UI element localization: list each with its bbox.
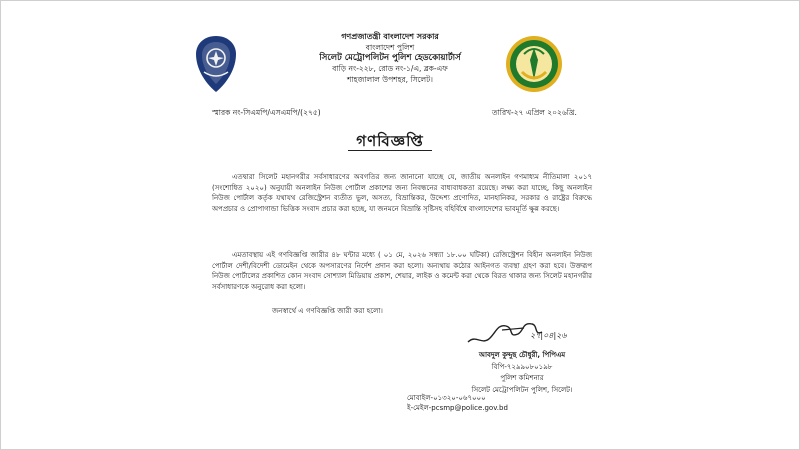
contact-mobile: মোবাইল-০১৩২০-০৬৭০০০ — [407, 394, 486, 402]
notice-paragraph-1: এতদ্বারা সিলেট মহানগরীর সর্বসাধারণের অবগতির জন্য জানানো যাচ্ছে যে, জাতীয় অনলাইন গণমাধ্যম নীতিমালা ২০১৭ (সংশোধিত ২০২০) অনুযায়ী অনলাইন নিউজ পোর্টাল প্রকাশের জন্য নিবন্ধনের বাধ্যবাধকতা রয়েছে। লক্ষ্য করা যাচ্ছে, কিছু অনলাইন নিউজ পোর্টাল কর্তৃক যথাযথ রেজিস্ট্রেশন ব্যতীত ভুল, অসত্য, বিভ্রান্তিকর, উদ্দেশ্য প্রণোদিত, মানহানিকর, সরকার ও রাষ্ট্রের বিরুদ্ধে অপপ্রচার ও প্রোপাগান্ডা ভিত্তিক সংবাদ প্রচার করা হচ্ছে, যা জনমনে বিভ্রান্তি সৃষ্টিসহ বহির্বিশ্বে বাংলাদেশের ভাবমূর্তি ক্ষুন্ন করছে। — [212, 173, 592, 213]
header-line-area: শাহজালাল উপশহর, সিলেট। — [347, 75, 433, 84]
page-title: গণবিজ্ঞপ্তি — [356, 132, 424, 150]
header-line-government: গণপ্রজাতন্ত্রী বাংলাদেশ সরকার — [341, 32, 439, 41]
contact-block — [407, 393, 597, 413]
smp-emblem-icon — [502, 32, 566, 96]
title-underline — [348, 150, 432, 151]
letterhead — [172, 12, 608, 102]
public-notice-document — [172, 12, 608, 440]
signatory-office: সিলেট মেট্রোপলিটন পুলিশ, সিলেট। — [471, 385, 573, 394]
header-line-hq: সিলেট মেট্রোপলিটন পুলিশ হেডকোয়ার্টার্স — [319, 53, 461, 63]
header-line-police: বাংলাদেশ পুলিশ — [365, 43, 415, 52]
signatory-block — [427, 350, 617, 396]
signatory-designation: পুলিশ কমিশনার — [500, 374, 544, 382]
contact-email: ই-মেইল-pcsmp@police.gov.bd — [407, 404, 508, 412]
signatory-name: আবদুল কুদ্দুছ চৌধুরী, পিপিএম — [478, 351, 566, 359]
notice-date: তারিখ-২৭ এপ্রিল ২০২৬খ্রি. — [492, 108, 577, 117]
reference-number: স্মারক নং-সিএমপি/এসএমপি/(২৭৫) — [212, 108, 321, 117]
header-line-address: বাড়ি নং-২২৮, রোড নং-১/এ, ব্লক-এফ — [332, 64, 448, 73]
signature-date: ২৭|০৪|২৬ — [530, 331, 567, 340]
signatory-bp-number: বিপি-৭২৯৯০৮০১৯৮ — [491, 362, 553, 371]
police-emblem-icon — [184, 32, 248, 96]
notice-paragraph-2: এমতাবস্থায় এই গণবিজ্ঞপ্তি জারীর ৪৮ ঘন্টার মধ্যে ( ০১ মে, ২০২৬ সন্ধ্যা ১৮.০০ ঘটিকা) রেজিস্ট্রেশন বিহীন অনলাইন নিউজ পোর্টাল দেশী/বিদেশী ডোমেইন থেকে অপসারণের নির্দেশ প্রদান করা হলো। অন্যথায় কঠোর আইনগত ব্যবস্থা গ্রহণ করা হবে। উক্তরূপ নিউজ পোর্টালের প্রকাশিত কোন সংবাদ সোশ্যাল মিডিয়ায় প্রকাশ, শেয়ার, লাইক ও কমেন্ট করা থেকে বিরত থাকার জন্য সিলেট মহানগরীর সর্বসাধারণকে অনুরোধ করা হলো। — [212, 251, 592, 291]
notice-paragraph-3: জনস্বার্থে এ গণবিজ্ঞপ্তি জারী করা হলো। — [272, 307, 383, 315]
